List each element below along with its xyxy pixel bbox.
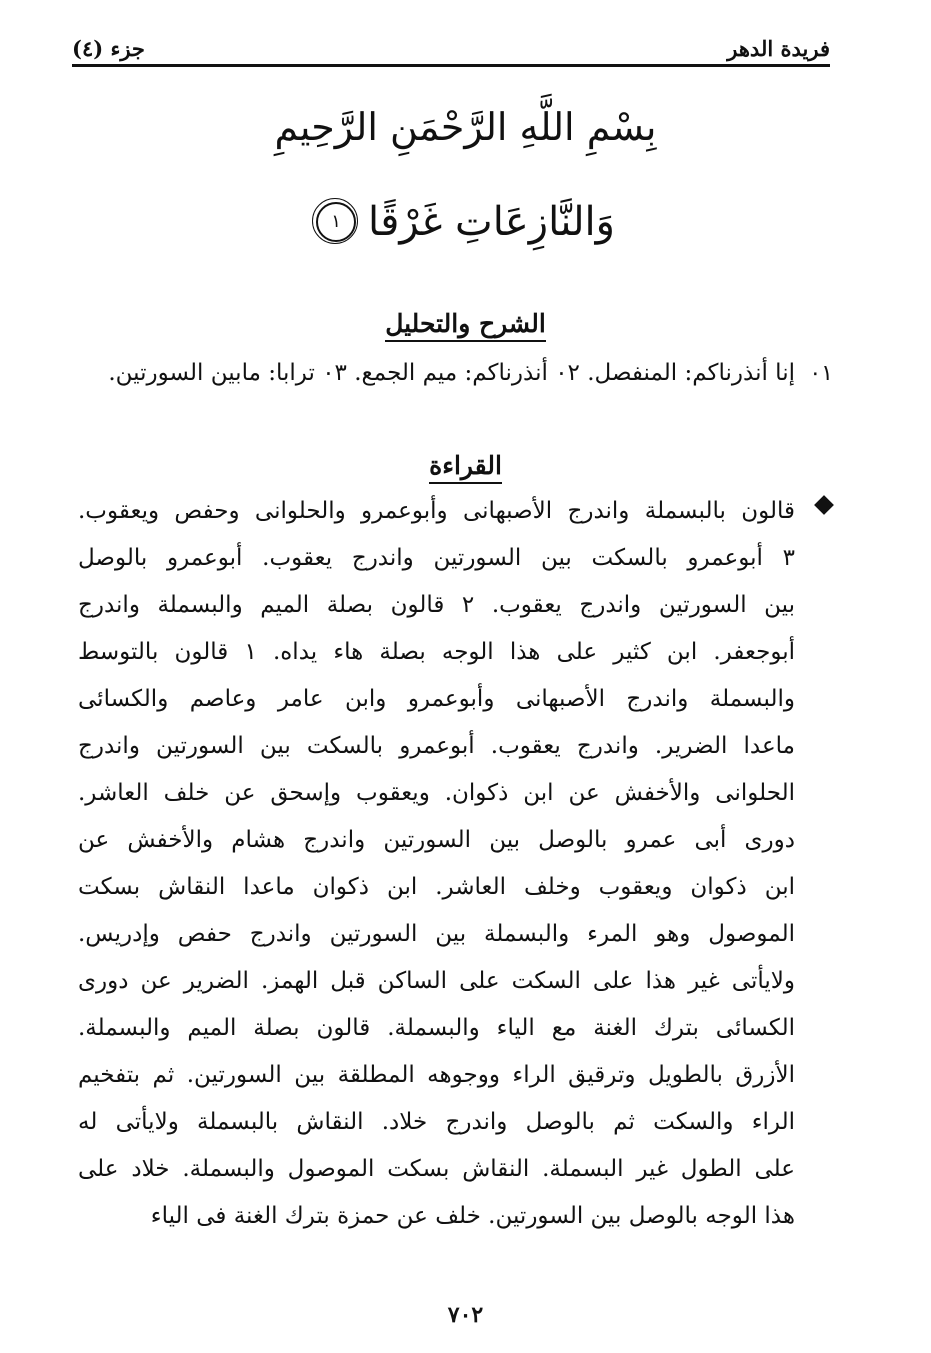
reading-line: ابن ذكوان ويعقوب وخلف العاشر. ابن ذكوان ماعدا النقاش بسكت [78, 874, 795, 900]
reading-line: والبسملة واندرج الأصبهانى وأبوعمرو وابن عامر وعاصم والكسائى [78, 686, 795, 712]
part-label: جزء (٤) [72, 35, 145, 61]
verse-number-marker: ١ [316, 202, 356, 242]
running-header [72, 30, 830, 67]
verse-line [0, 196, 931, 248]
reading-line: ولايأتى غير هذا على السكت على الساكن قبل الهمز. الضرير عن دورى [78, 968, 795, 994]
analysis-text: إنا أنذرناكم: المنفصل. ٠٢ أنذرناكم: ميم الجمع. ٠٣ ترابا: مابين السورتين. [108, 360, 795, 386]
page-number: ٧٠٢ [447, 1302, 484, 1328]
reading-body [78, 488, 795, 1240]
reading-line: الأزرق بالطويل وترقيق الراء ووجوهه المطلقة بين السورتين. ثم بتفخيم [78, 1062, 795, 1088]
analysis-heading-text: الشرح والتحليل [385, 309, 546, 342]
reading-heading-text: القراءة [429, 451, 502, 484]
diamond-bullet-icon [814, 495, 834, 515]
reading-heading [0, 450, 931, 483]
reading-line: على الطول غير البسملة. النقاش بسكت الموصول والبسملة. خلاد على [78, 1156, 795, 1182]
verse-text: وَالنَّازِعَاتِ غَرْقًا [368, 199, 615, 245]
reading-line: قالون بالبسملة واندرج الأصبهانى وأبوعمرو والحلوانى وحفص ويعقوب. [78, 498, 795, 524]
analysis-number: ٠١ [809, 361, 833, 386]
reading-line: الحلوانى والأخفش عن ابن ذكوان. ويعقوب وإسحق عن خلف العاشر. [78, 780, 795, 806]
analysis-heading [0, 308, 931, 341]
reading-line: بين السورتين واندرج يعقوب. ٢ قالون بصلة الميم والبسملة واندرج [78, 592, 795, 618]
reading-line: الراء والسكت ثم بالوصل واندرج خلاد. النقاش بالبسملة ولايأتى له [78, 1109, 795, 1135]
reading-line: الموصول وهو المرء والبسملة بين السورتين واندرج حفص وإدريس. [78, 921, 795, 947]
analysis-paragraph [78, 352, 833, 395]
basmala: بِسْمِ اللَّهِ الرَّحْمَنِ الرَّحِيمِ [274, 105, 657, 149]
reading-line: الكسائى بترك الغنة مع الياء والبسملة. قالون بصلة الميم والبسملة. [78, 1015, 795, 1041]
reading-line: أبوجعفر. ابن كثير على هذا الوجه بصلة هاء يداه. ١ قالون بالتوسط [78, 639, 795, 665]
book-title: فريدة الدهر [727, 35, 830, 61]
reading-line: ٣ أبوعمرو بالسكت بين السورتين واندرج يعقوب. أبوعمرو بالوصل [78, 545, 795, 571]
reading-line: دورى أبى عمرو بالوصل بين السورتين واندرج هشام والأخفش عن [78, 827, 795, 853]
reading-line: هذا الوجه بالوصل بين السورتين. خلف عن حمزة بترك الغنة فى الياء [150, 1203, 795, 1229]
reading-line: ماعدا الضرير. واندرج يعقوب. أبوعمرو بالسكت بين السورتين واندرج [78, 733, 795, 759]
